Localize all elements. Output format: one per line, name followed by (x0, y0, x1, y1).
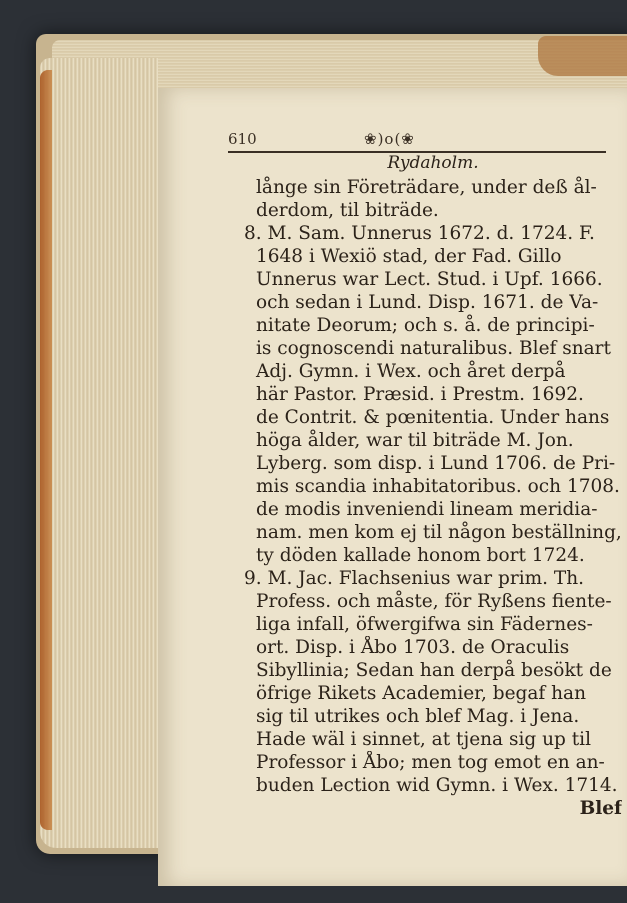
text-line: Lyberg. som disp. i Lund 1706. de Pri- (256, 453, 616, 474)
text-line: Hade wäl i sinnet, at tjena sig up til (256, 729, 592, 750)
text-line: och sedan i Lund. Disp. 1671. de Va- (256, 292, 599, 313)
text-lines (244, 176, 622, 797)
page-edges-left (40, 58, 158, 848)
text-line: nam. men kom ej til någon beställning, (256, 522, 622, 543)
binding-edge (40, 70, 52, 830)
page-number: 610 (228, 130, 257, 148)
text-line: nitate Deorum; och s. å. de principi- (256, 315, 595, 336)
text-line: 1648 i Wexiö stad, der Fad. Gillo (256, 246, 562, 267)
text-line: ort. Disp. i Åbo 1703. de Oraculis (256, 637, 570, 658)
text-line: ty döden kallade honom bort 1724. (256, 545, 585, 566)
text-line: mis scandia inhabitatoribus. och 1708. (256, 476, 620, 497)
header-ornament: ❀)o(❀ (364, 130, 415, 148)
catchword: Blef (579, 798, 622, 819)
text-line: höga ålder, war til biträde M. Jon. (256, 430, 574, 451)
text-line: de Contrit. & pœnitentia. Under hans (256, 407, 610, 428)
text-line: derdom, til biträde. (256, 200, 439, 221)
text-line: här Pastor. Præsid. i Prestm. 1692. (256, 384, 584, 405)
text-line: långe sin Företrädare, under deß ål- (256, 177, 597, 198)
text-line: sig til utrikes och blef Mag. i Jena. (256, 706, 580, 727)
text-line: öfrige Rikets Academier, begaf han (256, 683, 587, 704)
text-line: 8. M. Sam. Unnerus 1672. d. 1724. F. (244, 223, 595, 244)
text-line: Professor i Åbo; men tog emot en an- (256, 752, 605, 773)
text-line: liga infall, öfwergifwa sin Fädernes- (256, 614, 593, 635)
text-line: de modis inveniendi lineam meridia- (256, 499, 598, 520)
text-line: Sibyllinia; Sedan han derpå besökt de (256, 660, 612, 681)
text-line: Unnerus war Lect. Stud. i Upf. 1666. (256, 269, 603, 290)
text-line: Profess. och måste, för Ryßens fiente- (256, 591, 612, 612)
cover-corner (538, 36, 627, 76)
page-body (244, 152, 622, 820)
book-page (158, 88, 627, 886)
text-line: is cognoscendi naturalibus. Blef snart (256, 338, 611, 359)
text-line: 9. M. Jac. Flachsenius war prim. Th. (244, 568, 585, 589)
page-header (228, 130, 608, 150)
running-title: Rydaholm. (387, 153, 479, 173)
text-line: Adj. Gymn. i Wex. och året derpå (256, 361, 566, 382)
text-line: buden Lection wid Gymn. i Wex. 1714. (256, 775, 618, 796)
